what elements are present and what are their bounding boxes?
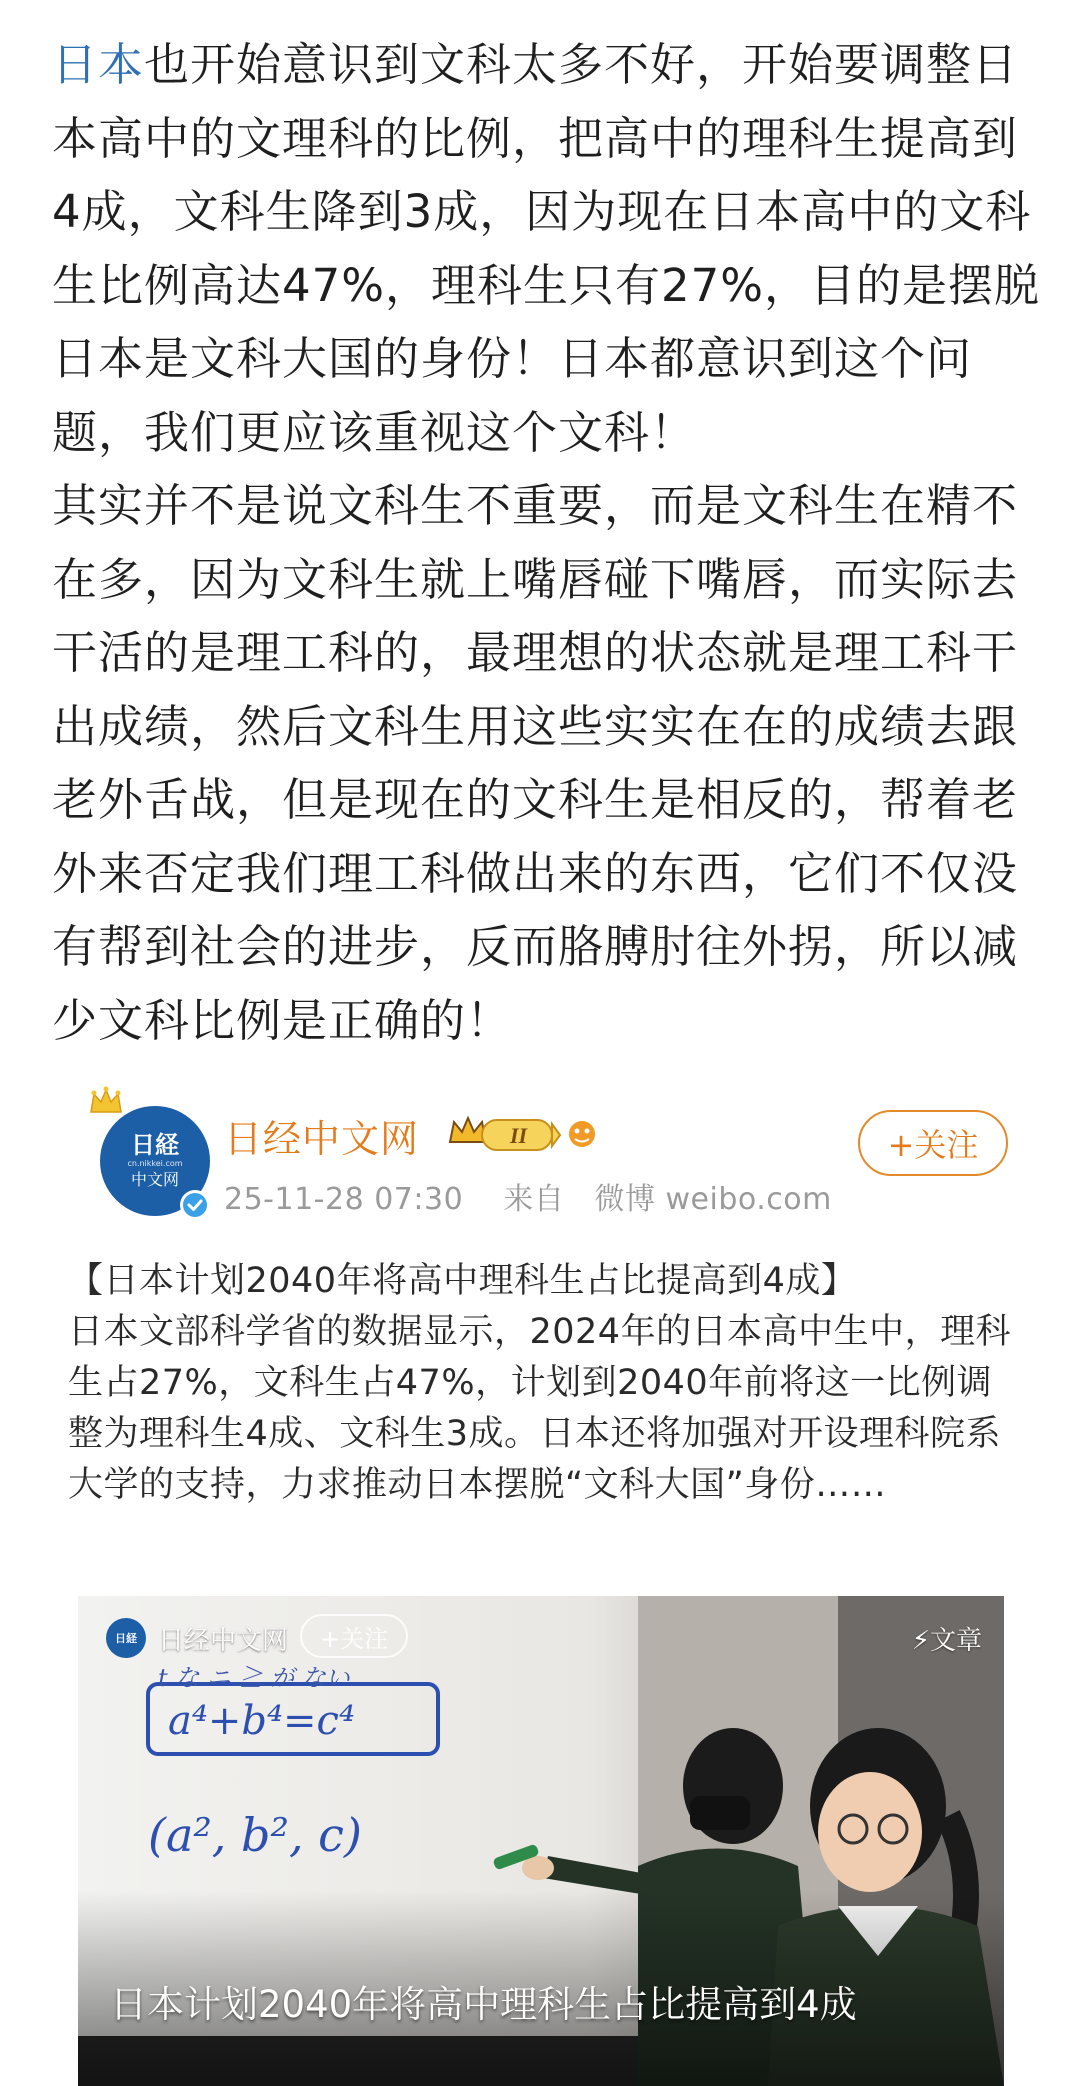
verified-icon [180,1190,210,1220]
article-image-caption: 日本计划2040年将高中理科生占比提高到4成 [110,1983,857,2026]
avatar-logo-bottom: 中文网 [130,1170,179,1189]
article-type-text: 文章 [929,1626,982,1656]
avatar-logo-url: cn.nikkei.com [127,1159,183,1168]
image-source-avatar[interactable]: 日経 [106,1618,146,1658]
quoted-post-content [68,1256,1018,1511]
vip-level-text: II [510,1123,528,1148]
post-meta [224,1174,832,1218]
post-source[interactable]: 微博 weibo.com [594,1182,832,1217]
post-paragraph-2: 其实并不是说文科生不重要，而是文科生在精不在多，因为文科生就上嘴唇碰下嘴唇，而实际去干活的是理工科的，最理想的状态就是理工科干出成绩，然后文科生用这些实实在在的成绩去跟老外舌战，但是现在的文科生是相反的，帮着老外来否定我们理工科做出来的东西，它们不仅没有帮到社会的进步，反而胳膊肘往外拐，所以减少文科比例是正确的！ [52,479,1019,1047]
post-text [52,28,1042,1057]
image-follow-button[interactable]: +关注 [300,1614,408,1658]
quoted-post-body: 日本文部科学省的数据显示，2024年的日本高中生中，理科生占27%，文科生占47%，计划到2040年前将这一比例调整为理科生4成、文科生3成。日本还将加强对开设理科院系大学的支持，力求推动日本摆脱“文科大国”身份…… [68,1312,1012,1505]
author-name[interactable]: 日经中文网 [224,1117,420,1161]
vip-level-badge-icon [446,1112,596,1156]
quoted-post-card[interactable] [46,1066,1036,2086]
source-prefix: 来自 [503,1182,565,1217]
lightning-icon: ⚡ [911,1626,930,1656]
author-avatar-wrapper[interactable] [82,1086,232,1236]
topic-link[interactable]: 日本 [52,38,145,91]
post-paragraph-1-text: 也开始意识到文科太多不好，开始要调整日本高中的文理科的比例，把高中的理科生提高到4成，文科生降到3成，因为现在日本高中的文科生比例高达47%，理科生只有27%，目的是摆脱日本是文科大国的身份！日本都意识到这个问题，我们更应该重视这个文科！ [52,38,1041,459]
quoted-post-headline: 【日本计划2040年将高中理科生占比提高到4成】 [68,1261,857,1301]
post-paragraph-1 [52,28,1042,469]
article-image[interactable] [78,1596,1004,2086]
crown-icon [88,1086,124,1116]
article-type-label [912,1620,982,1657]
avatar-logo-top: 日経 [131,1130,179,1159]
follow-button[interactable]: +关注 [858,1110,1008,1176]
post-timestamp: 25-11-28 07:30 [224,1182,464,1217]
image-source-name[interactable]: 日经中文网 [158,1626,289,1656]
